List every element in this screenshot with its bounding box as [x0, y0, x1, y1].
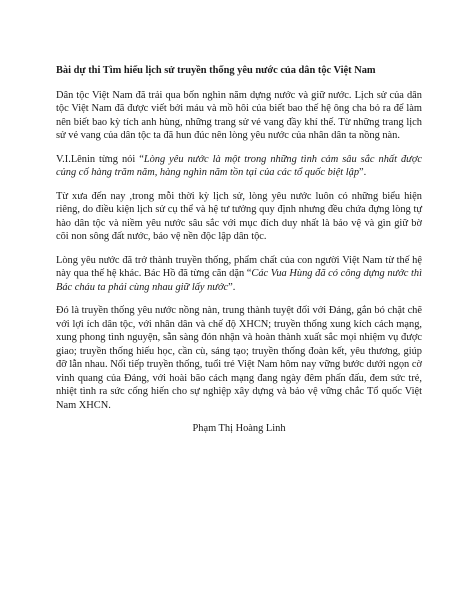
- paragraph-2-end: ”.: [359, 167, 367, 178]
- paragraph-2-intro: V.I.Lênin từng nói “: [56, 153, 144, 165]
- paragraph-5: Đó là truyền thống yêu nước nồng nàn, trung thành tuyệt đối với Đảng, gắn bó chặt chẽ với lợi ích dân tộc, với nhân dân và chế độ XHCN; truyền thống xung kích cách mạng, xung phong tình nguyện, sẵn sàng đón nhận và hoàn thành xuất sắc mọi nhiệm vụ được giao; truyền thống hiếu học, cần cù, sáng tạo; truyền thống đoàn kết, yêu thương, giúp đỡ lẫn nhau. Nối tiếp truyền thống, tuổi trẻ Việt Nam hôm nay vững bước dưới ngọn cờ vinh quang của Đảng, với hoài bão cách mạng đang ngày đêm phấn đấu, đem sức trẻ, nhiệt tình ra sức cống hiến cho sự nghiệp xây dựng và bảo vệ vững chắc Tổ quốc Việt Nam XHCN.: [56, 305, 422, 411]
- paragraph-3: Từ xưa đến nay ,trong mỗi thời kỳ lịch sử, lòng yêu nước luôn có những biểu hiện riêng, do điều kiện lịch sử cụ thể và hệ tư tưởng quy định nhưng đều chứa đựng lòng tự hào dân tộc và niềm yêu nước sâu sắc với mục đích duy nhất là bảo vệ và gìn giữ bờ cõi non sông đất nước, bảo vệ nền độc lập dân tộc.: [56, 190, 422, 242]
- ho-chi-minh-quote: Các Vua Hùng đã có công dựng nước thì Bác cháu ta phải cùng nhau giữ lấy nước: [56, 268, 422, 293]
- paragraph-4-intro: Lòng yêu nước đã trở thành truyền thống, phẩm chất của con người Việt Nam từ thế hệ này qua thế hệ khác. Bác Hồ đã từng căn dặn “: [56, 254, 422, 279]
- lenin-quote: Lòng yêu nước là một trong những tình cảm sâu sắc nhất được củng cố hàng trăm năm, hàng nghìn năm tồn tại của các tổ quốc biệt lập: [56, 153, 422, 178]
- paragraph-4-end: ”.: [228, 281, 236, 293]
- paragraph-1: Dân tộc Việt Nam đã trải qua bốn nghìn năm dựng nước và giữ nước. Lịch sử của dân tộc Việt Nam đã được viết bởi máu và mồ hôi của biết bao thế hệ ông cha bỏ ra để làm nên biết bao kỳ tích anh hùng, những trang sử vẻ vang đầy khí thế. Từ những trang lịch sử vẻ vang của dân tộc ta đã hun đúc nên lòng yêu nước của nhân dân ta nồng nàn.: [56, 89, 422, 141]
- document-title: Bài dự thi Tìm hiểu lịch sử truyền thống yêu nước của dân tộc Việt Nam: [56, 65, 376, 76]
- paragraph-4: [56, 254, 422, 295]
- paragraph-2: [56, 153, 422, 180]
- author-signature: Phạm Thị Hoàng Linh: [192, 423, 286, 434]
- document-page: [56, 64, 422, 446]
